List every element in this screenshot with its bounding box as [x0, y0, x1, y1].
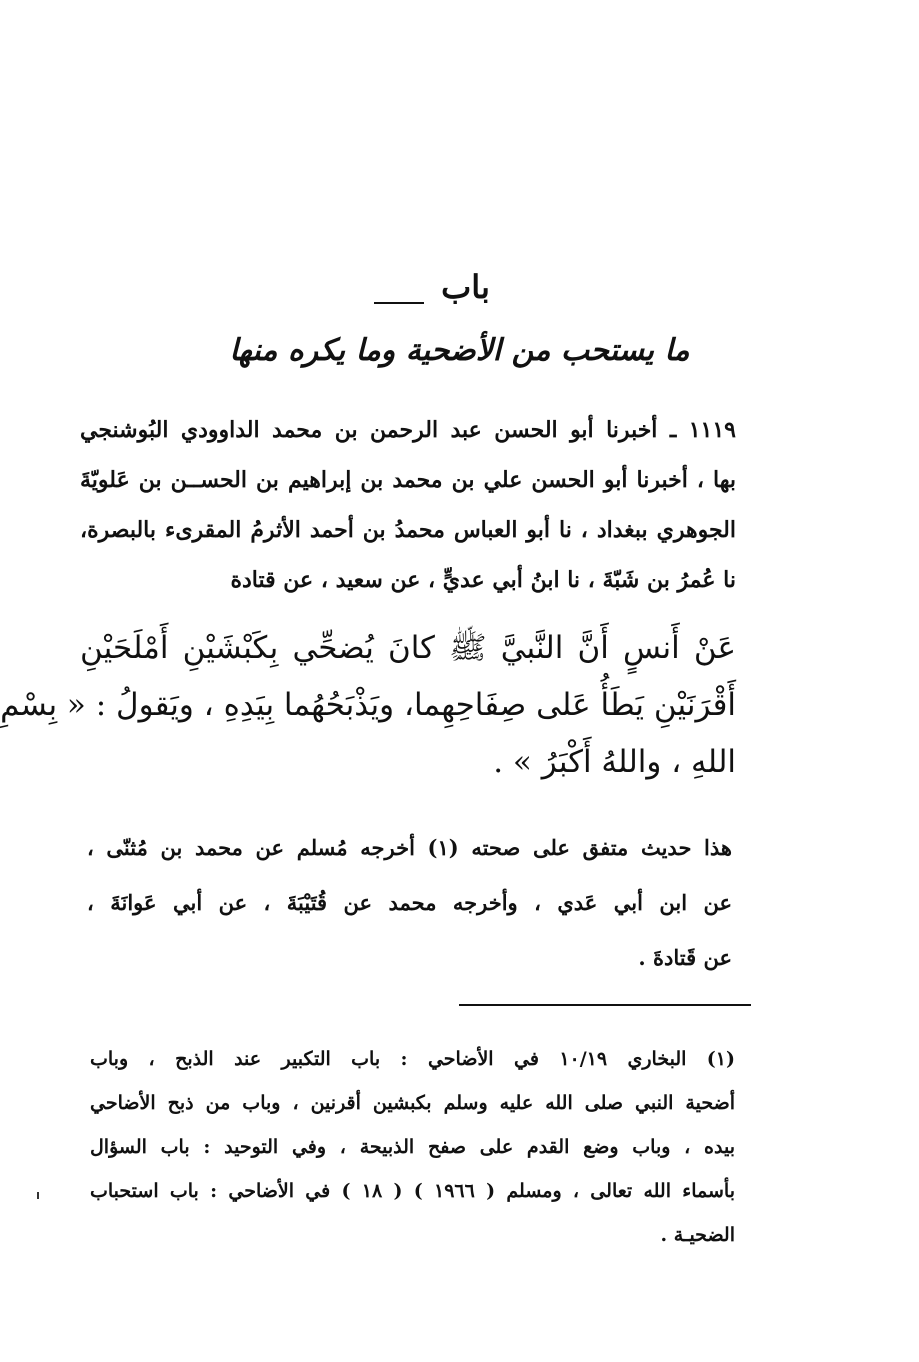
isnad-line: ١١١٩ ـ أخبرنا أبو الحسن عبد الرحمن بن محمد الداوودي البُوشنجي — [80, 417, 736, 443]
commentary-line: هذا حديث متفق على صحته (١) أخرجه مُسلم عن محمد بن مُثنّى ، — [87, 835, 732, 860]
chapter-subtitle: ما يستحب من الأضحية وما يكره منها — [229, 333, 690, 368]
chapter-heading: باب — [441, 268, 490, 306]
hadith-text — [0, 620, 736, 791]
matn-line: عَنْ أَنسٍ أَنَّ النَّبيَّ ﷺ كانَ يُضحِّي بِكَبْشَيْنِ أَمْلَحَيْنِ — [80, 630, 736, 666]
matn-line: أَقْرَنَيْنِ يَطَأُ عَلى صِفَاحِهِما، ويَذْبَحُهُما بِيَدِهِ ، ويَقولُ : « بِسْمِ — [0, 687, 736, 723]
footnote-line: بأسماء الله تعالى ، ومسلم ( ١٩٦٦ ) ( ١٨ ) في الأضاحي : باب استحباب — [90, 1180, 735, 1202]
scan-speck — [37, 1192, 39, 1199]
commentary-line: عن قَتادةَ . — [638, 945, 732, 970]
hadith-chain-of-narration — [80, 405, 736, 605]
footnote-separator — [459, 1004, 751, 1006]
isnad-line: بها ، أخبرنا أبو الحسن علي بن محمد بن إبراهيم بن الحســن بن عَلويّةَ — [80, 467, 736, 493]
footnote-line: (١) البخاري ١٠/١٩ في الأضاحي : باب التكبير عند الذبح ، وباب — [90, 1048, 735, 1070]
commentary-line: عن ابن أبي عَدي ، وأخرجه محمد عن قُتَيْبَةَ ، عن أبي عَوانَةَ ، — [87, 890, 732, 915]
isnad-line: نا عُمرُ بن شَبّةَ ، نا ابنُ أبي عديٍّ ، عن سعيد ، عن قتادة — [230, 567, 736, 593]
footnote-line: بيده ، وباب وضع القدم على صفح الذبيحة ، وفي التوحيد : باب السؤال — [90, 1136, 735, 1158]
matn-line: اللهِ ، واللهُ أَكْبَرُ » . — [493, 744, 736, 780]
footnote-line: الضحيـة . — [660, 1224, 735, 1246]
isnad-line: الجوهري ببغداد ، نا أبو العباس محمدُ بن أحمد الأثرمُ المقرىء بالبصرة، — [80, 517, 736, 543]
footnote-line: أضحية النبي صلى الله عليه وسلم بكبشين أقرنين ، وباب من ذبح الأضاحي — [90, 1092, 735, 1114]
chapter-heading-underline — [374, 302, 424, 304]
footnotes — [90, 1037, 735, 1257]
hadith-commentary — [87, 820, 732, 985]
